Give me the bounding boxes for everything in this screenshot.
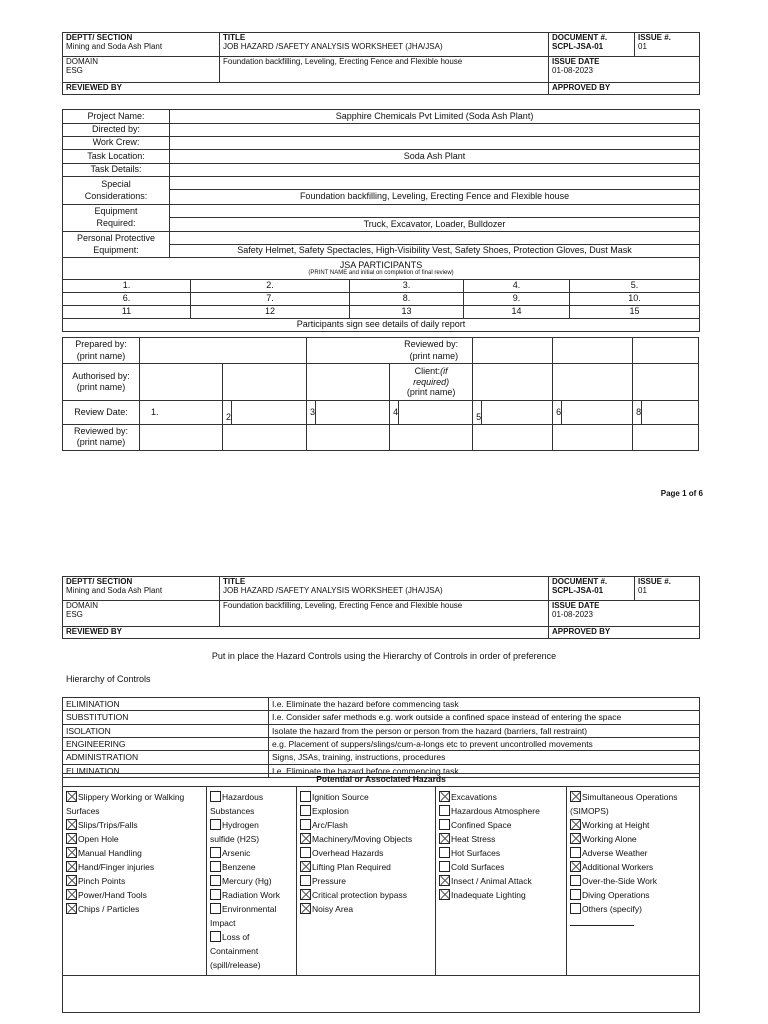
final-reviewed-field-6[interactable] bbox=[553, 425, 633, 451]
work-crew-value bbox=[170, 137, 700, 150]
title-label-2: TITLE bbox=[223, 577, 246, 586]
hierarchy-desc: I.e. Consider safer methods e.g. work outside a confined space instead of entering the space bbox=[269, 711, 700, 724]
hazard-label: Loss of bbox=[222, 932, 250, 943]
hazard-item[interactable] bbox=[66, 846, 203, 860]
final-reviewed-field-7[interactable] bbox=[633, 425, 699, 451]
hazard-column-3 bbox=[297, 787, 436, 976]
review-date-1-num: 1. bbox=[150, 406, 159, 417]
issue-date-label-2: ISSUE DATE bbox=[552, 601, 600, 610]
client-field-2[interactable] bbox=[553, 364, 633, 401]
hazard-item[interactable] bbox=[300, 888, 432, 902]
participant-7: 7. bbox=[191, 292, 350, 305]
hazard-notes-field[interactable] bbox=[63, 976, 700, 1013]
issue-cell bbox=[635, 33, 700, 57]
hazard-label: Working at Height bbox=[582, 820, 650, 831]
ppe-blank bbox=[170, 232, 700, 245]
hazards-title: Potential or Associated Hazards bbox=[63, 774, 700, 787]
empty-checkbox[interactable] bbox=[300, 819, 311, 830]
review-date-8[interactable] bbox=[642, 401, 699, 425]
ppe-label-line2: Equipment: bbox=[93, 244, 139, 255]
checked-checkbox[interactable] bbox=[300, 889, 311, 900]
equipment-value: Truck, Excavator, Loader, Bulldozer bbox=[170, 218, 700, 232]
hazard-label-continued: Impact bbox=[210, 918, 236, 929]
hierarchy-instruction: Put in place the Hazard Controls using the Hierarchy of Controls in order of preference bbox=[211, 651, 557, 661]
participant-11: 11 bbox=[63, 305, 191, 318]
hazard-label: Confined Space bbox=[451, 820, 512, 831]
hazard-item[interactable] bbox=[66, 860, 203, 874]
hazard-column-1 bbox=[63, 787, 207, 976]
special-label bbox=[63, 177, 170, 205]
empty-checkbox[interactable] bbox=[570, 875, 581, 886]
hierarchy-desc: I.e. Eliminate the hazard before commencing task bbox=[269, 764, 700, 777]
ppe-label bbox=[63, 232, 170, 258]
project-name-label: Project Name: bbox=[63, 110, 170, 124]
issue-label-2: ISSUE #. bbox=[638, 577, 671, 586]
hazard-label-continued: Substances bbox=[210, 806, 255, 817]
equipment-label bbox=[63, 205, 170, 232]
hierarchy-level: SUBSTITUTION bbox=[63, 711, 269, 724]
empty-checkbox[interactable] bbox=[210, 931, 221, 942]
hazard-item[interactable] bbox=[66, 874, 203, 888]
doc-value-2: SCPL-JSA-01 bbox=[552, 585, 604, 595]
final-reviewed-by-label bbox=[63, 425, 140, 451]
page1-header bbox=[62, 32, 700, 95]
final-reviewed-field-5[interactable] bbox=[473, 425, 553, 451]
participant-9: 9. bbox=[464, 292, 570, 305]
review-date-5[interactable] bbox=[482, 401, 553, 425]
title-value-2: JOB HAZARD /SAFETY ANALYSIS WORKSHEET (JHA/JSA) bbox=[223, 585, 443, 595]
participant-15: 15 bbox=[570, 305, 700, 318]
participant-4: 4. bbox=[464, 280, 570, 293]
directed-by-label: Directed by: bbox=[63, 124, 170, 137]
issue-date-value-2: 01-08-2023 bbox=[552, 609, 593, 619]
issue-date-cell bbox=[549, 57, 700, 83]
issue-value: 01 bbox=[638, 41, 647, 51]
hazard-item[interactable] bbox=[66, 902, 203, 916]
reviewed-by-field-3[interactable] bbox=[633, 338, 699, 364]
hazard-label: Inadequate Lighting bbox=[451, 890, 526, 901]
empty-checkbox[interactable] bbox=[210, 791, 221, 802]
domain-label: DOMAIN bbox=[66, 57, 98, 66]
page2-header bbox=[62, 576, 700, 639]
hazard-item[interactable] bbox=[300, 832, 432, 846]
authorised-field-3[interactable] bbox=[307, 364, 390, 401]
issue-date-label: ISSUE DATE bbox=[552, 57, 600, 66]
client-field-3[interactable] bbox=[633, 364, 699, 401]
hazard-label: Manual Handling bbox=[78, 848, 142, 859]
hazard-item[interactable] bbox=[570, 832, 696, 846]
dept-cell bbox=[63, 33, 220, 57]
hierarchy-level: ELIMINATION bbox=[63, 764, 269, 777]
hierarchy-level: ELIMINATION bbox=[63, 698, 269, 711]
checked-checkbox[interactable] bbox=[66, 833, 77, 844]
dept-value: Mining and Soda Ash Plant bbox=[66, 41, 163, 51]
hazard-label: Arc/Flash bbox=[312, 820, 348, 831]
hazard-item[interactable] bbox=[210, 860, 293, 874]
approved-by-label-2: APPROVED BY bbox=[549, 627, 700, 639]
checked-checkbox[interactable] bbox=[66, 903, 77, 914]
review-date-3[interactable] bbox=[316, 401, 390, 425]
reviewed-by-label bbox=[307, 338, 473, 364]
participant-13: 13 bbox=[350, 305, 464, 318]
hazard-item[interactable] bbox=[300, 874, 432, 888]
hazard-item[interactable] bbox=[210, 790, 293, 804]
title-cell-2 bbox=[220, 577, 549, 601]
prepared-by-field[interactable] bbox=[139, 338, 306, 364]
hazard-label: Chips / Particles bbox=[78, 904, 140, 915]
hazard-item[interactable] bbox=[300, 790, 432, 804]
participant-6: 6. bbox=[63, 292, 191, 305]
hazard-label: Mercury (Hg) bbox=[222, 876, 272, 887]
subtitle-cell bbox=[220, 57, 549, 83]
hazard-label: Diving Operations bbox=[582, 890, 650, 901]
empty-checkbox[interactable] bbox=[570, 847, 581, 858]
review-date-1[interactable] bbox=[139, 401, 222, 425]
review-date-2[interactable] bbox=[232, 401, 307, 425]
doc-label-2: DOCUMENT #. bbox=[552, 577, 608, 586]
hazard-item[interactable] bbox=[570, 874, 696, 888]
hazard-item[interactable] bbox=[439, 846, 563, 860]
authorised-by-label bbox=[63, 364, 140, 401]
checked-checkbox[interactable] bbox=[66, 791, 77, 802]
hazard-item[interactable] bbox=[66, 832, 203, 846]
participants-header bbox=[63, 258, 700, 280]
hazard-label: Radiation Work bbox=[222, 890, 280, 901]
hazard-label: Noisy Area bbox=[312, 904, 354, 915]
hazard-item[interactable] bbox=[210, 902, 293, 916]
hazard-item[interactable] bbox=[570, 902, 696, 916]
hazard-label: Overhead Hazards bbox=[312, 848, 384, 859]
hazard-label: Environmental bbox=[222, 904, 277, 915]
special-blank bbox=[170, 177, 700, 190]
empty-checkbox[interactable] bbox=[439, 819, 450, 830]
final-reviewed-line1: Reviewed by: bbox=[73, 426, 128, 436]
hazard-column-4 bbox=[436, 787, 567, 976]
hierarchy-desc: Signs, JSAs, training, instructions, procedures bbox=[269, 751, 700, 764]
client-line1: Client: bbox=[414, 365, 441, 376]
hazard-item[interactable] bbox=[300, 818, 432, 832]
final-reviewed-field-2[interactable] bbox=[222, 425, 306, 451]
client-line2: (if bbox=[440, 365, 448, 376]
hazard-label: Insect / Animal Attack bbox=[451, 876, 532, 887]
special-label-line1: Special bbox=[101, 178, 131, 189]
participant-2: 2. bbox=[191, 280, 350, 293]
reviewed-by-field-2[interactable] bbox=[553, 338, 633, 364]
hazard-item[interactable] bbox=[570, 888, 696, 902]
participant-3: 3. bbox=[350, 280, 464, 293]
hazard-item[interactable] bbox=[210, 846, 293, 860]
work-crew-label: Work Crew: bbox=[63, 137, 170, 150]
hazard-item[interactable] bbox=[439, 790, 563, 804]
empty-checkbox[interactable] bbox=[210, 847, 221, 858]
empty-checkbox[interactable] bbox=[210, 903, 221, 914]
equipment-label-line2: Required: bbox=[96, 218, 136, 228]
hazard-label: Hand/Finger injuries bbox=[78, 862, 155, 873]
hierarchy-title: Hierarchy of Controls bbox=[66, 674, 151, 684]
hazard-item[interactable] bbox=[300, 902, 432, 916]
hazard-item[interactable] bbox=[210, 888, 293, 902]
hazard-item[interactable] bbox=[439, 818, 563, 832]
reviewed-line1: Reviewed by: bbox=[404, 339, 459, 350]
hazard-item[interactable] bbox=[570, 860, 696, 874]
participant-1: 1. bbox=[63, 280, 191, 293]
checked-checkbox[interactable] bbox=[300, 903, 311, 914]
special-label-line2: Considerations: bbox=[84, 190, 148, 201]
checked-checkbox[interactable] bbox=[570, 861, 581, 872]
empty-checkbox[interactable] bbox=[300, 791, 311, 802]
hazard-item[interactable] bbox=[210, 930, 293, 944]
hazard-item[interactable] bbox=[439, 874, 563, 888]
empty-checkbox[interactable] bbox=[439, 847, 450, 858]
hazard-label: Cold Surfaces bbox=[451, 862, 505, 873]
hazard-label: Additional Workers bbox=[582, 862, 654, 873]
prepared-line1: Prepared by: bbox=[75, 339, 127, 350]
hazard-label-continued: Surfaces bbox=[66, 806, 100, 817]
hazard-item[interactable] bbox=[570, 790, 696, 804]
hazards-table bbox=[62, 773, 700, 1013]
hazard-item[interactable] bbox=[439, 860, 563, 874]
dept-value-2: Mining and Soda Ash Plant bbox=[66, 585, 163, 595]
participant-12: 12 bbox=[191, 305, 350, 318]
others-specify-line[interactable] bbox=[570, 916, 696, 930]
domain-value: ESG bbox=[66, 65, 83, 75]
hierarchy-level: ENGINEERING bbox=[63, 737, 269, 750]
reviewed-by-label-2: REVIEWED BY bbox=[63, 627, 549, 639]
review-date-label: Review Date: bbox=[63, 401, 140, 425]
review-date-6-num: 6 bbox=[553, 401, 562, 425]
title-cell bbox=[220, 33, 549, 57]
doc-cell bbox=[549, 33, 635, 57]
task-details-label: Task Details: bbox=[63, 164, 170, 177]
hazard-label: Hydrogen bbox=[222, 820, 259, 831]
empty-checkbox[interactable] bbox=[300, 805, 311, 816]
equipment-label-line1: Equipment bbox=[94, 206, 138, 217]
participants-title: JSA PARTICIPANTS bbox=[339, 259, 423, 270]
task-details-value bbox=[170, 164, 700, 177]
hazard-item[interactable] bbox=[439, 804, 563, 818]
hazard-label: Arsenic bbox=[222, 848, 251, 859]
hierarchy-desc: e.g. Placement of suppers/slings/cum-a-longs etc to prevent uncontrolled movements bbox=[269, 737, 700, 750]
reviewed-by-field-1[interactable] bbox=[473, 338, 553, 364]
hazard-label: Machinery/Moving Objects bbox=[312, 834, 413, 845]
subtitle-cell-2 bbox=[220, 601, 549, 627]
domain-cell-2 bbox=[63, 601, 220, 627]
hierarchy-desc: I.e. Eliminate the hazard before commencing task bbox=[269, 698, 700, 711]
hazard-label: Benzene bbox=[222, 862, 256, 873]
review-date-6[interactable] bbox=[562, 401, 633, 425]
issue-date-cell-2 bbox=[549, 601, 700, 627]
checked-checkbox[interactable] bbox=[570, 791, 581, 802]
review-date-2-num: 2 bbox=[222, 401, 231, 425]
domain-cell bbox=[63, 57, 220, 83]
equipment-blank bbox=[170, 205, 700, 218]
authorised-line2: (print name) bbox=[76, 382, 126, 392]
hazard-label: Hot Surfaces bbox=[451, 848, 501, 859]
dept-label-2: DEPTT/ SECTION bbox=[66, 577, 133, 586]
hazard-item[interactable] bbox=[570, 818, 696, 832]
issue-cell-2 bbox=[635, 577, 700, 601]
hazard-label: Slippery Working or Walking bbox=[78, 792, 185, 802]
prepared-by-label bbox=[63, 338, 140, 364]
hazard-label: Explosion bbox=[312, 806, 349, 817]
empty-checkbox[interactable] bbox=[300, 847, 311, 858]
checked-checkbox[interactable] bbox=[570, 819, 581, 830]
hazard-label: Simultaneous Operations bbox=[582, 792, 678, 802]
hazard-label: Slips/Trips/Falls bbox=[78, 820, 138, 831]
hazard-label-continued: sulfide (H2S) bbox=[210, 834, 260, 845]
empty-checkbox[interactable] bbox=[300, 875, 311, 886]
participant-14: 14 bbox=[464, 305, 570, 318]
hazard-item[interactable] bbox=[300, 804, 432, 818]
doc-cell-2 bbox=[549, 577, 635, 601]
directed-by-value bbox=[170, 124, 700, 137]
task-location-label: Task Location: bbox=[63, 150, 170, 164]
participants-note: (PRINT NAME and initial on completion of final review) bbox=[308, 270, 454, 277]
review-date-5-num: 5 bbox=[473, 401, 482, 425]
hazard-label-continued: Containment bbox=[210, 946, 259, 957]
issue-label: ISSUE #. bbox=[638, 33, 671, 42]
participants-sign: Participants sign see details of daily report bbox=[63, 318, 700, 331]
hazard-label: Adverse Weather bbox=[582, 848, 648, 859]
hazard-item[interactable] bbox=[439, 888, 563, 902]
authorised-field-2[interactable] bbox=[222, 364, 306, 401]
task-location-value: Soda Ash Plant bbox=[170, 150, 700, 164]
checked-checkbox[interactable] bbox=[300, 833, 311, 844]
empty-checkbox[interactable] bbox=[570, 889, 581, 900]
hazard-label: Over-the-Side Work bbox=[582, 876, 657, 887]
hazard-item[interactable] bbox=[66, 818, 203, 832]
hazard-label: Critical protection bypass bbox=[312, 890, 407, 901]
project-name-value: Sapphire Chemicals Pvt Limited (Soda Ash Plant) bbox=[170, 110, 700, 124]
empty-checkbox[interactable] bbox=[570, 903, 581, 914]
reviewed-line2: (print name) bbox=[409, 350, 459, 361]
signoff-table bbox=[62, 337, 699, 451]
checked-checkbox[interactable] bbox=[439, 791, 450, 802]
checked-checkbox[interactable] bbox=[439, 833, 450, 844]
checked-checkbox[interactable] bbox=[66, 819, 77, 830]
doc-value: SCPL-JSA-01 bbox=[552, 41, 604, 51]
hazard-label: Others (specify) bbox=[582, 904, 642, 915]
approved-by-label: APPROVED BY bbox=[549, 83, 700, 95]
hierarchy-level: ISOLATION bbox=[63, 724, 269, 737]
client-line3: required) bbox=[413, 376, 450, 387]
hierarchy-table bbox=[62, 697, 700, 778]
hazard-item[interactable] bbox=[439, 832, 563, 846]
hazard-label: Pressure bbox=[312, 876, 347, 887]
hazard-item[interactable] bbox=[300, 846, 432, 860]
authorised-field-1[interactable] bbox=[139, 364, 222, 401]
hazard-label: Working Alone bbox=[582, 834, 637, 845]
hazard-label: Heat Stress bbox=[451, 834, 496, 845]
final-reviewed-line2: (print name) bbox=[76, 437, 126, 448]
hazard-item[interactable] bbox=[210, 874, 293, 888]
ppe-value: Safety Helmet, Safety Spectacles, High-Visibility Vest, Safety Shoes, Protection Gloves, Dust Mask bbox=[170, 245, 700, 258]
issue-value-2: 01 bbox=[638, 585, 647, 595]
prepared-line2: (print name) bbox=[76, 350, 126, 361]
title-value: JOB HAZARD /SAFETY ANALYSIS WORKSHEET (JHA/JSA) bbox=[223, 41, 443, 51]
reviewed-by-label: REVIEWED BY bbox=[63, 83, 549, 95]
empty-checkbox[interactable] bbox=[439, 861, 450, 872]
domain-value-2: ESG bbox=[66, 609, 83, 619]
review-date-4-num: 4 bbox=[390, 401, 399, 425]
hazard-item[interactable] bbox=[300, 860, 432, 874]
special-value: Foundation backfilling, Leveling, Erecting Fence and Flexible house bbox=[170, 190, 700, 205]
hazard-label: Pinch Points bbox=[78, 876, 126, 887]
empty-checkbox[interactable] bbox=[210, 889, 221, 900]
participant-5: 5. bbox=[570, 280, 700, 293]
project-info-table bbox=[62, 109, 700, 332]
hazard-item[interactable] bbox=[210, 818, 293, 832]
title-label: TITLE bbox=[223, 33, 246, 42]
checked-checkbox[interactable] bbox=[66, 889, 77, 900]
participant-10: 10. bbox=[570, 292, 700, 305]
hazard-label: Hazardous bbox=[222, 792, 264, 802]
final-reviewed-field-1[interactable] bbox=[139, 425, 222, 451]
hierarchy-desc: Isolate the hazard from the person or person from the hazard (barriers, fall restraint) bbox=[269, 724, 700, 737]
checked-checkbox[interactable] bbox=[66, 861, 77, 872]
review-date-4[interactable] bbox=[399, 401, 473, 425]
hazard-column-5 bbox=[567, 787, 700, 976]
checked-checkbox[interactable] bbox=[439, 875, 450, 886]
empty-checkbox[interactable] bbox=[210, 819, 221, 830]
hazard-label: Power/Hand Tools bbox=[78, 890, 147, 901]
page-number: Page 1 of 6 bbox=[660, 489, 703, 498]
hazard-item[interactable] bbox=[570, 846, 696, 860]
empty-checkbox[interactable] bbox=[439, 805, 450, 816]
checked-checkbox[interactable] bbox=[66, 847, 77, 858]
checked-checkbox[interactable] bbox=[439, 889, 450, 900]
subtitle: Foundation backfilling, Leveling, Erecting Fence and Flexible house bbox=[223, 57, 463, 66]
hazard-item[interactable] bbox=[66, 888, 203, 902]
final-reviewed-field-4[interactable] bbox=[390, 425, 473, 451]
hazard-item[interactable] bbox=[66, 790, 203, 804]
dept-cell-2 bbox=[63, 577, 220, 601]
doc-label: DOCUMENT #. bbox=[552, 33, 608, 42]
hazard-column-2 bbox=[207, 787, 297, 976]
empty-checkbox[interactable] bbox=[210, 861, 221, 872]
hazard-label: Open Hole bbox=[78, 834, 119, 845]
review-date-8-num: 8 bbox=[633, 401, 642, 425]
checked-checkbox[interactable] bbox=[570, 833, 581, 844]
participant-8: 8. bbox=[350, 292, 464, 305]
dept-label: DEPTT/ SECTION bbox=[66, 33, 133, 42]
hazard-label: Ignition Source bbox=[312, 792, 369, 802]
review-date-3-num: 3 bbox=[307, 401, 316, 425]
client-line4: (print name) bbox=[406, 387, 456, 398]
client-field-1[interactable] bbox=[473, 364, 553, 401]
ppe-label-line1: Personal Protective bbox=[76, 232, 156, 243]
subtitle-2: Foundation backfilling, Leveling, Erecting Fence and Flexible house bbox=[223, 601, 463, 610]
hazard-label: Excavations bbox=[451, 792, 497, 802]
hazard-label: Hazardous Atmosphere bbox=[451, 806, 540, 817]
client-label bbox=[390, 364, 473, 401]
hierarchy-level: ADMINISTRATION bbox=[63, 751, 269, 764]
domain-label-2: DOMAIN bbox=[66, 601, 98, 610]
authorised-line1: Authorised by: bbox=[72, 370, 130, 381]
checked-checkbox[interactable] bbox=[66, 875, 77, 886]
issue-date-value: 01-08-2023 bbox=[552, 65, 593, 75]
hazard-label-continued: (spill/release) bbox=[210, 960, 261, 971]
hazard-label: Lifting Plan Required bbox=[312, 862, 391, 873]
final-reviewed-field-3[interactable] bbox=[307, 425, 390, 451]
hazard-label-continued: (SIMOPS) bbox=[570, 806, 609, 817]
checked-checkbox[interactable] bbox=[300, 861, 311, 872]
empty-checkbox[interactable] bbox=[210, 875, 221, 886]
